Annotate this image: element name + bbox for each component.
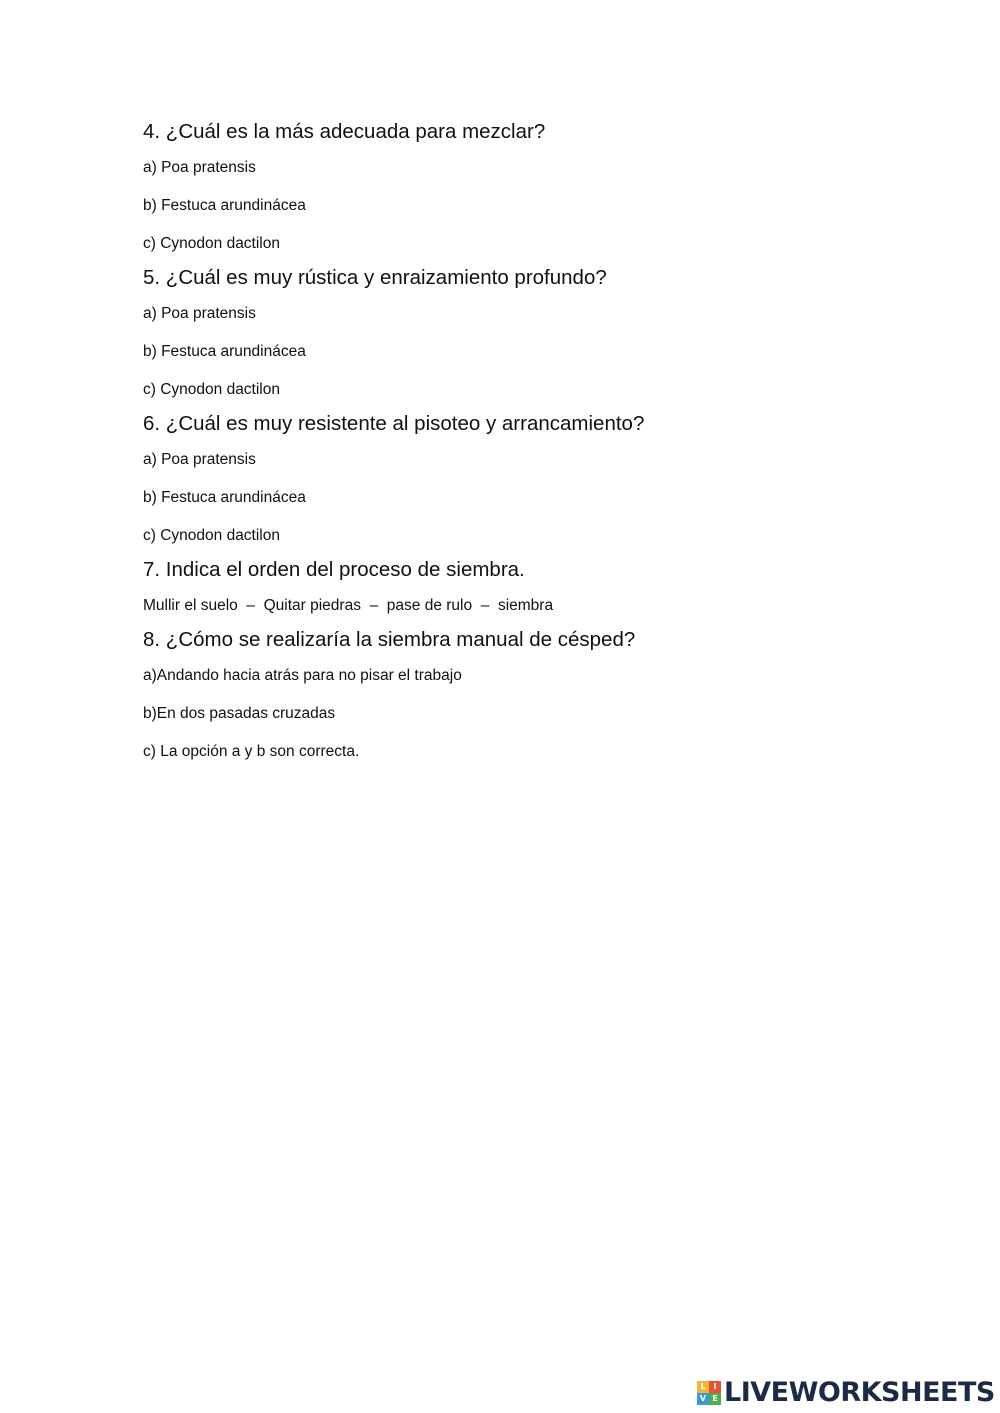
option-b: b)En dos pasadas cruzadas [143, 705, 336, 722]
question-title: 8. ¿Cómo se realizaría la siembra manual de césped? [143, 628, 636, 651]
logo-letter: L [697, 1381, 709, 1393]
question-title: 7. Indica el orden del proceso de siembra. [143, 558, 525, 581]
option-a: a) Poa pratensis [143, 159, 256, 176]
option-b: b) Festuca arundinácea [143, 197, 306, 214]
logo-letter: E [709, 1393, 721, 1405]
option-a: a)Andando hacia atrás para no pisar el trabajo [143, 667, 462, 684]
logo-wordmark: LIVEWORKSHEETS [724, 1377, 995, 1408]
option-b: b) Festuca arundinácea [143, 343, 306, 360]
question-block-7 [143, 556, 923, 616]
question-list [143, 118, 923, 772]
option-a: a) Poa pratensis [143, 451, 256, 468]
question-title: 6. ¿Cuál es muy resistente al pisoteo y arrancamiento? [143, 412, 645, 435]
logo-letter: I [709, 1381, 721, 1393]
liveworksheets-logo [697, 1378, 995, 1408]
question-block-4 [143, 118, 923, 254]
question-block-5 [143, 264, 923, 400]
question-block-8 [143, 626, 923, 762]
option-c: c) Cynodon dactilon [143, 527, 280, 544]
sowing-sequence: Mullir el suelo – Quitar piedras – pase de rulo – siembra [143, 597, 554, 614]
question-title: 4. ¿Cuál es la más adecuada para mezclar? [143, 120, 546, 143]
option-a: a) Poa pratensis [143, 305, 256, 322]
question-title: 5. ¿Cuál es muy rústica y enraizamiento profundo? [143, 266, 607, 289]
logo-mark-icon [697, 1381, 721, 1405]
option-c: c) La opción a y b son correcta. [143, 743, 360, 760]
option-c: c) Cynodon dactilon [143, 235, 280, 252]
option-b: b) Festuca arundinácea [143, 489, 306, 506]
question-block-6 [143, 410, 923, 546]
option-c: c) Cynodon dactilon [143, 381, 280, 398]
logo-letter: V [697, 1393, 709, 1405]
